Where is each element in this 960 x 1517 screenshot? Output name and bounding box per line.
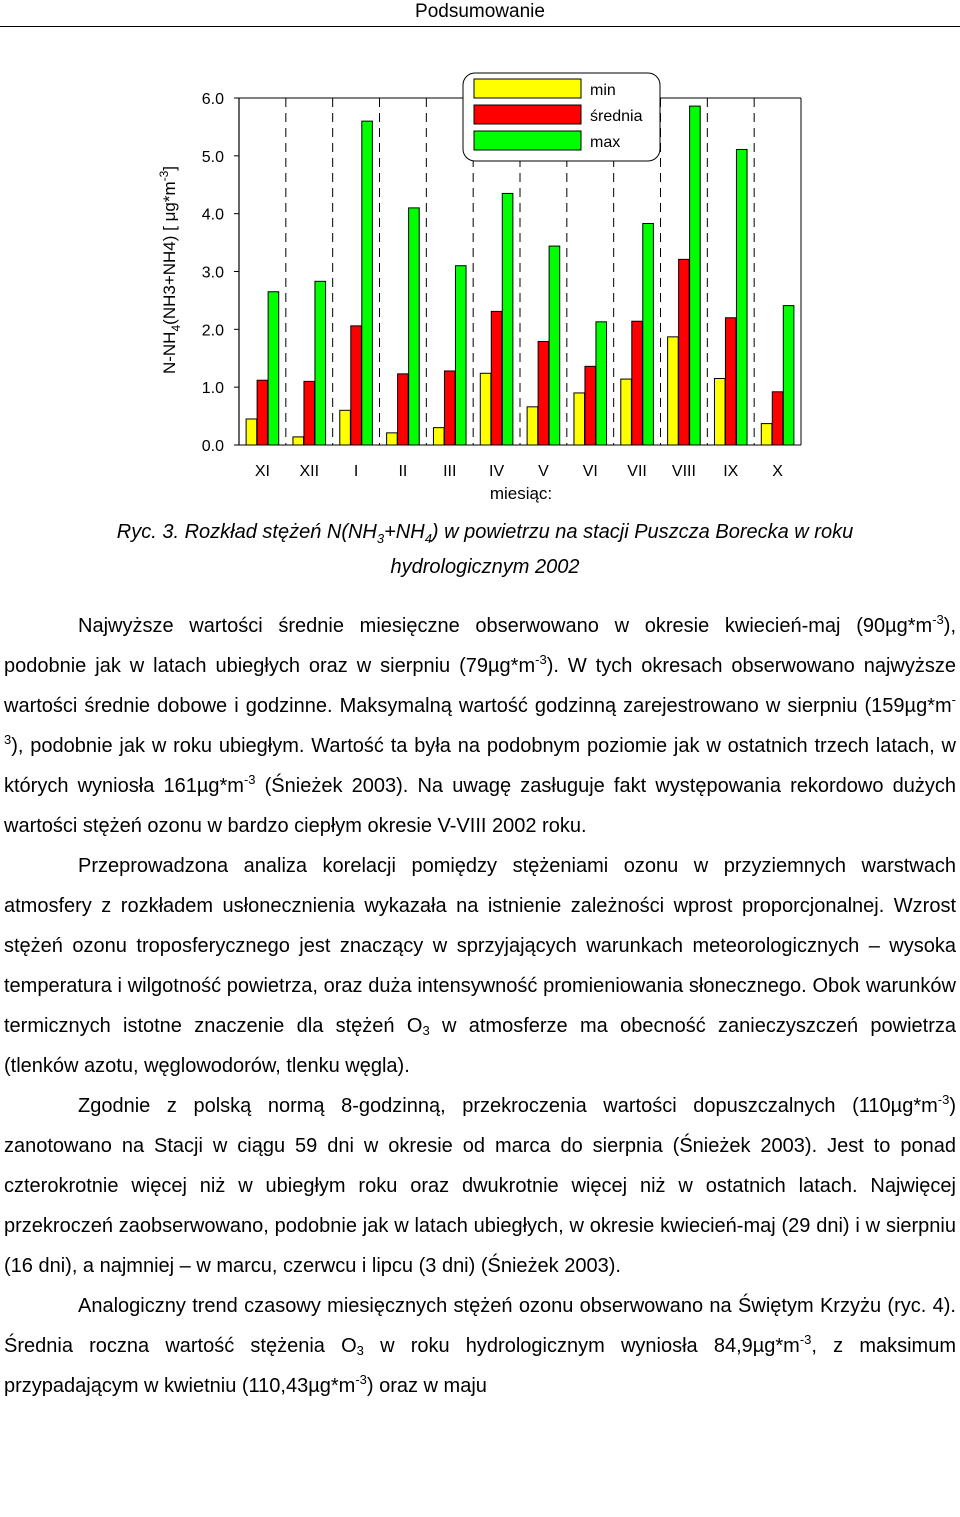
text-run: ). W tych okresach obserwowano najwyższe wartości średnie dobowe i godzinne. Maksymalną wartość godzinną zarejestrowano w sierpniu (159µg*m — [4, 655, 956, 717]
bar-max — [596, 322, 607, 445]
bar-max — [690, 106, 701, 445]
legend-label-srednia: średnia — [590, 108, 643, 125]
bar-srednia — [538, 341, 549, 445]
x-tick-label: V — [538, 463, 549, 480]
y-tick-label: 5.0 — [201, 148, 224, 166]
chart-legend — [463, 73, 660, 161]
text-run: (Śnieżek 2003). Na uwagę zasługuje fakt występowania rekordowo dużych wartości stężeń ozonu w bardzo ciepłym okresie V-VIII 2002 roku. — [4, 775, 957, 837]
header-rule — [0, 26, 960, 27]
x-tick-label: X — [772, 463, 783, 480]
paragraph-2 — [4, 846, 956, 1086]
page-header-title: Podsumowanie — [415, 1, 545, 22]
caption-part: +NH — [384, 521, 425, 543]
bar-min — [527, 407, 538, 445]
bar-min — [714, 378, 725, 445]
x-tick-label: VI — [582, 463, 598, 480]
text-run: ), podobnie jak w roku ubiegłym. Wartość ta była na podobnym poziomie jak w ostatnich trzech latach, w których wyniosła 161µg*m — [4, 735, 956, 797]
bar-min — [761, 424, 772, 445]
bar-srednia — [351, 326, 362, 445]
bar-min — [621, 379, 632, 445]
bar-max — [736, 149, 747, 445]
x-tick-label: IX — [723, 463, 739, 480]
bar-max — [315, 281, 326, 445]
legend-swatch-max — [474, 131, 581, 150]
text-run: w atmosferze ma obecność zanieczyszczeń powietrza (tlenków azotu, węglowodorów, tlenku węgla). — [4, 1015, 956, 1077]
bar-max — [783, 306, 794, 445]
bar-srednia — [632, 321, 643, 445]
bar-min — [668, 337, 679, 445]
text-run: Najwyższe wartości średnie miesięczne obserwowano w okresie kwiecień-maj (90µg*m — [78, 615, 933, 637]
superscript: -3 — [355, 1372, 367, 1387]
y-tick-label: 3.0 — [201, 264, 224, 282]
y-axis-label-rest: (NH3+NH4) [ μg*m — [160, 181, 179, 325]
bar-srednia — [585, 366, 596, 445]
bar-min — [433, 428, 444, 445]
subscript: 3 — [356, 1343, 364, 1358]
x-tick-label: VII — [627, 463, 647, 480]
superscript: -3 — [535, 652, 547, 667]
y-axis-label-sup: -3 — [157, 170, 171, 182]
legend-swatch-srednia — [474, 105, 581, 124]
y-tick-label: 2.0 — [201, 322, 224, 340]
x-tick-label: XI — [254, 463, 270, 480]
bar-max — [643, 223, 654, 445]
bar-max — [362, 121, 373, 445]
caption-part: Ryc. 3. Rozkład stężeń N(NH — [116, 521, 377, 543]
bar-min — [574, 393, 585, 445]
text-run: Zgodnie z polską normą 8-godzinną, przekroczenia wartości dopuszczalnych (110µg*m — [78, 1095, 938, 1117]
x-tick-label: II — [398, 463, 408, 480]
page-header — [0, 0, 960, 26]
text-run: ), podobnie jak w latach ubiegłych oraz w sierpniu (79µg*m — [4, 615, 956, 677]
text-run: Przeprowadzona analiza korelacji pomiędzy stężeniami ozonu w przyziemnych warstwach atmosfery z rozkładem usłonecznienia wykazała na istnienie zależności wprost proporcjonalnej. Wzrost stężeń ozonu troposferycznego jest znaczący w sprzyjających warunkach meteorologicznych – wysoka temperatura i wilgotność powietrza, oraz duża intensywność promieniowania słonecznego. Obok warunków termicznych istotne znaczenie dla stężeń O — [4, 855, 956, 1037]
y-tick-label: 6.0 — [201, 91, 224, 108]
body-text — [4, 606, 956, 1406]
bar-min — [387, 433, 398, 445]
y-tick-label: 4.0 — [201, 206, 224, 224]
bar-min — [246, 419, 257, 445]
y-axis-label-sub: 4 — [169, 324, 183, 332]
bar-srednia — [491, 311, 502, 445]
x-ticks — [255, 463, 783, 480]
figure-caption — [60, 518, 910, 582]
subscript: 3 — [422, 1023, 430, 1038]
paragraph-4 — [4, 1286, 956, 1406]
bar-max — [268, 292, 279, 445]
bar-srednia — [304, 381, 315, 445]
y-axis-label — [157, 166, 183, 374]
superscript: -3 — [243, 772, 256, 787]
caption-sub: 3 — [376, 531, 385, 546]
bar-max — [502, 193, 513, 445]
bar-min — [293, 437, 304, 445]
x-tick-label: XII — [299, 463, 320, 480]
text-run: ) zanotowano na Stacji w ciągu 59 dni w okresie od marca do sierpnia (Śnieżek 2003). Jest to ponad czterokrotnie więcej niż w ubiegłym roku oraz dwukrotnie więcej niż w ostatnich latach. Najwięcej przekroczeń zaobserwowano, podobnie jak w latach ubiegłych, w okresie kwiecień-maj (29 dni) i w sierpniu (16 dni), a najmniej – w marcu, czerwcu i lipcu (3 dni) (Śnieżek 2003). — [4, 1095, 956, 1277]
text-run: Analogiczny trend czasowy miesięcznych stężeń ozonu obserwowano na Świętym Krzyżu (ryc. 4). Średnia roczna wartość stężenia O — [4, 1295, 956, 1357]
superscript: -3 — [4, 692, 956, 747]
bar-min — [480, 373, 491, 445]
x-tick-label: IV — [489, 463, 505, 480]
bar-max — [409, 208, 420, 445]
bar-min — [340, 410, 351, 445]
bar-max — [549, 246, 560, 445]
paragraph-3 — [4, 1086, 956, 1286]
caption-part: ) w powietrzu na stacji Puszcza Borecka w roku hydrologicznym 2002 — [390, 521, 854, 578]
bar-max — [455, 266, 466, 445]
bar-srednia — [772, 392, 783, 445]
y-tick-label: 1.0 — [201, 380, 224, 398]
superscript: -3 — [799, 1332, 812, 1347]
x-tick-label: VIII — [671, 463, 696, 480]
text-run: w roku hydrologicznym wyniosła 84,9µg*m — [363, 1335, 800, 1357]
paragraph-1 — [4, 606, 956, 846]
superscript: -3 — [932, 612, 944, 627]
x-tick-label: III — [443, 463, 457, 480]
superscript: -3 — [937, 1092, 950, 1107]
x-axis-label: miesiąc: — [489, 484, 553, 503]
bar-srednia — [398, 374, 409, 445]
x-tick-label: I — [353, 463, 359, 480]
bar-srednia — [725, 318, 736, 445]
text-run: ) oraz w maju — [366, 1375, 487, 1397]
legend-swatch-min — [474, 79, 581, 98]
bar-chart — [0, 60, 960, 510]
y-tick-label: 0.0 — [201, 438, 224, 455]
y-axis-label-close: ] — [160, 165, 179, 171]
text-run: , z maksimum przypadającym w kwietniu (110,43µg*m — [4, 1335, 957, 1397]
y-ticks — [202, 91, 239, 455]
y-axis-label-main: N-NH — [160, 331, 179, 375]
caption-sub: 4 — [424, 531, 432, 546]
legend-label-max: max — [590, 134, 621, 151]
bar-srednia — [257, 380, 268, 445]
legend-label-min: min — [590, 82, 616, 99]
bar-srednia — [679, 259, 690, 445]
bar-srednia — [444, 371, 455, 445]
